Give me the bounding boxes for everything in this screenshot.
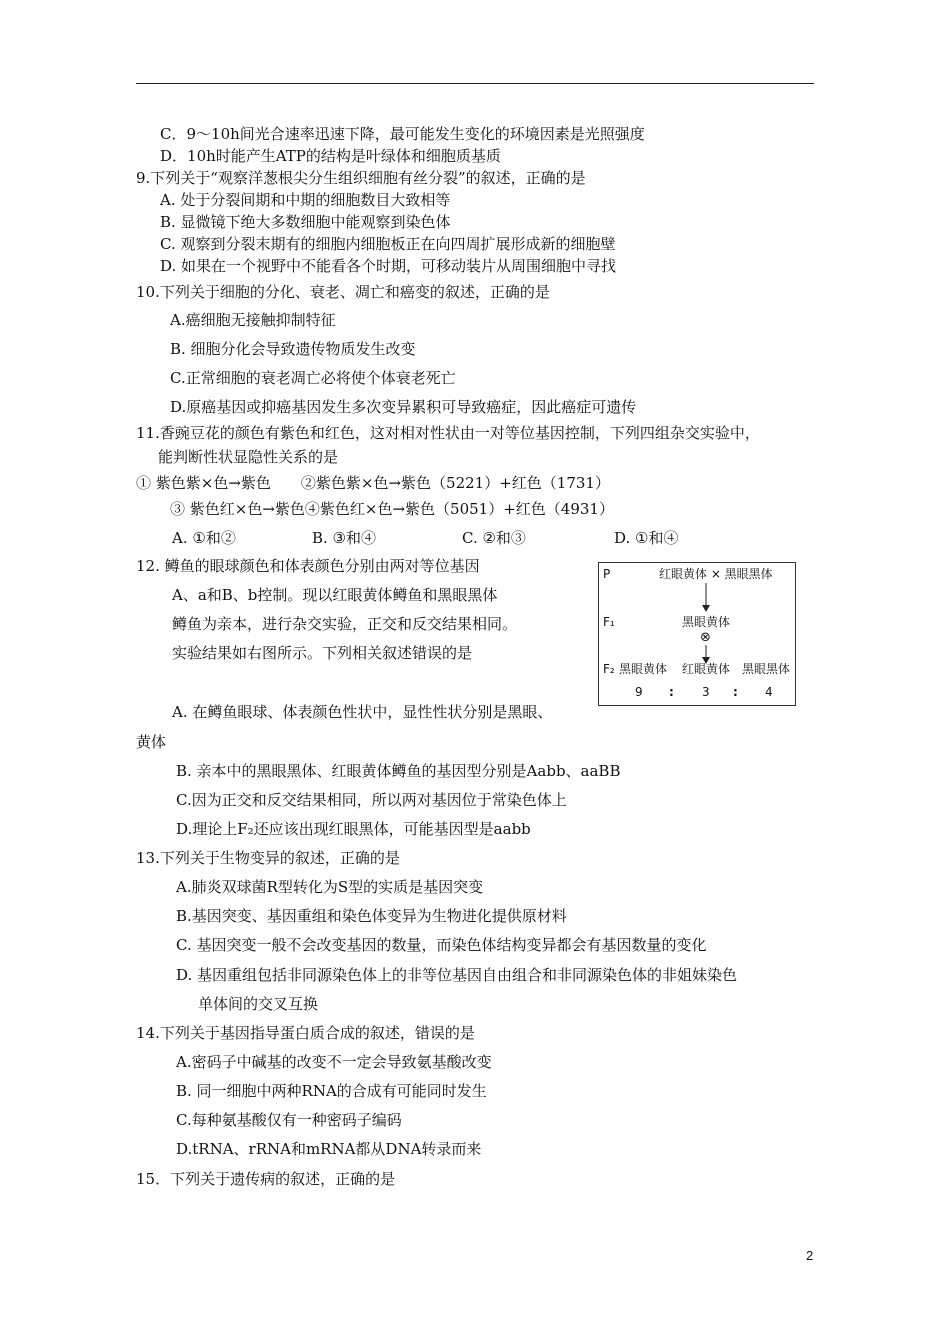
question-10: 10.下列关于细胞的分化、衰老、凋亡和癌变的叙述，正确的是	[136, 283, 550, 301]
option-a: A. ①和②	[172, 529, 236, 547]
question-12-cont: A、a和B、b控制。现以红眼黄体鳟鱼和黑眼黑体	[172, 586, 498, 604]
option-line: D.tRNA、rRNA和mRNA都从DNA转录而来	[176, 1140, 482, 1158]
question-12-cont: 鳟鱼为亲本，进行杂交实验，正交和反交结果相同。	[172, 615, 518, 633]
option-line: D.原癌基因或抑癌基因发生多次变异累积可导致癌症，因此癌症可遗传	[170, 398, 637, 416]
p-cross: 红眼黄体 × 黑眼黑体	[659, 567, 773, 581]
p-label: P	[603, 567, 611, 581]
option-line-cont: 黄体	[136, 733, 167, 751]
down-arrow-head-1	[702, 605, 710, 612]
ratio-colon: :	[733, 685, 738, 699]
header-rule	[136, 83, 814, 84]
option-line: C.正常细胞的衰老凋亡必将使个体衰老死亡	[170, 369, 456, 387]
option-line: B. 细胞分化会导致遗传物质发生改变	[170, 340, 416, 358]
ratio-colon: :	[669, 685, 674, 699]
selfing-icon: ⊗	[700, 630, 711, 645]
option-c: C. ②和③	[462, 529, 526, 547]
f1-label: F₁	[603, 615, 615, 629]
f2-label: F₂	[603, 662, 615, 676]
ratio-a: 9	[635, 685, 643, 699]
question-12: 12. 鳟鱼的眼球颜色和体表颜色分别由两对等位基因	[136, 557, 480, 575]
option-line: D．10h时能产生ATP的结构是叶绿体和细胞质基质	[160, 147, 501, 165]
f2-phenotype-b: 红眼黄体	[682, 662, 731, 676]
cross-diagram	[598, 562, 796, 706]
question-15: 15．下列关于遗传病的叙述，正确的是	[136, 1170, 396, 1188]
f2-phenotype-a: 黑眼黄体	[619, 662, 668, 676]
option-line: A.密码子中碱基的改变不一定会导致氨基酸改变	[176, 1053, 492, 1071]
ratio-b: 3	[702, 685, 710, 699]
page-number: 2	[806, 1248, 814, 1263]
question-9: 9.下列关于“观察洋葱根尖分生组织细胞有丝分裂”的叙述，正确的是	[136, 169, 586, 187]
f2-phenotype-c: 黑眼黑体	[742, 662, 791, 676]
question-13: 13.下列关于生物变异的叙述，正确的是	[136, 849, 400, 867]
option-line: C.每种氨基酸仅有一种密码子编码	[176, 1111, 402, 1129]
cross-line: ③ 紫色红×色→紫色④紫色红×色→紫色（5051）+红色（4931）	[170, 500, 614, 518]
option-line: C. 基因突变一般不会改变基因的数量，而染色体结构变异都会有基因数量的变化	[176, 936, 707, 954]
option-line: A.癌细胞无接触抑制特征	[170, 311, 336, 329]
cross-line: ① 紫色紫×色→紫色 ②紫色紫×色→紫色（5221）+红色（1731）	[136, 474, 610, 492]
option-line: A.肺炎双球菌R型转化为S型的实质是基因突变	[176, 878, 484, 896]
option-line: D.理论上F₂还应该出现红眼黑体，可能基因型是aabb	[176, 820, 531, 838]
option-line: B. 亲本中的黑眼黑体、红眼黄体鳟鱼的基因型分别是Aabb、aaBB	[176, 762, 621, 780]
option-line: A. 处于分裂间期和中期的细胞数目大致相等	[160, 191, 451, 209]
option-line: C.因为正交和反交结果相同，所以两对基因位于常染色体上	[176, 791, 567, 809]
question-12-cont: 实验结果如右图所示。下列相关叙述错误的是	[172, 644, 473, 662]
question-11-cont: 能判断性状显隐性关系的是	[158, 448, 339, 466]
option-line-cont: 单体间的交叉互换	[198, 995, 319, 1013]
option-line: A. 在鳟鱼眼球、体表颜色性状中，显性性状分别是黑眼、	[172, 703, 553, 721]
option-line: D. 如果在一个视野中不能看各个时期，可移动装片从周围细胞中寻找	[160, 257, 617, 275]
question-11: 11.香豌豆花的颜色有紫色和红色，这对相对性状由一对等位基因控制，下列四组杂交实验中，	[136, 424, 760, 442]
option-line: C．9～10h间光合速率迅速下降，最可能发生变化的环境因素是光照强度	[160, 125, 645, 143]
option-d: D. ①和④	[614, 529, 679, 547]
option-line: C. 观察到分裂末期有的细胞内细胞板正在向四周扩展形成新的细胞壁	[160, 235, 616, 253]
option-line: B.基因突变、基因重组和染色体变异为生物进化提供原材料	[176, 907, 567, 925]
question-14: 14.下列关于基因指导蛋白质合成的叙述，错误的是	[136, 1024, 475, 1042]
option-line: D. 基因重组包括非同源染色体上的非等位基因自由组合和非同源染色体的非姐妹染色	[176, 966, 738, 984]
arrow-svg	[599, 563, 795, 705]
ratio-c: 4	[765, 685, 773, 699]
option-b: B. ③和④	[312, 529, 377, 547]
option-line: B. 同一细胞中两种RNA的合成有可能同时发生	[176, 1082, 487, 1100]
option-line: B. 显微镜下绝大多数细胞中能观察到染色体	[160, 213, 451, 231]
f1-value: 黑眼黄体	[682, 615, 731, 629]
